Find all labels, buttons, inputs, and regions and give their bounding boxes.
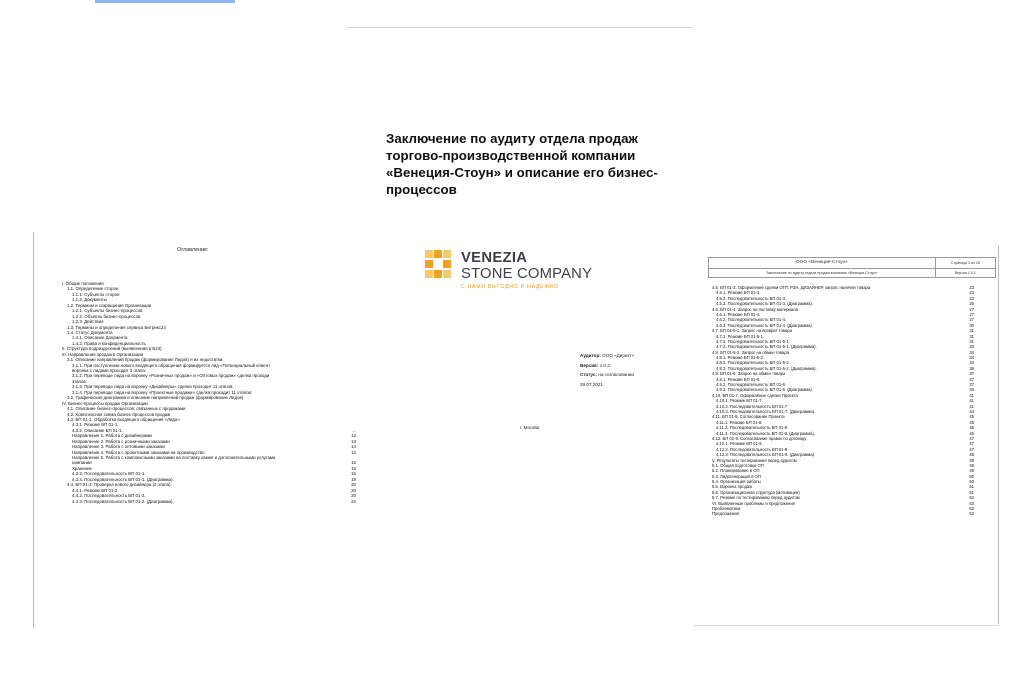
toc-entry-title: 4.4.1. Резюме БП 01-2.: [72, 487, 119, 493]
toc-entry-page: 37: [969, 376, 974, 382]
toc-entry-page: 19: [351, 476, 356, 482]
toc-entry-title: 1.4. Статус Документа: [67, 329, 113, 335]
toc-entry-page: 20: [351, 482, 356, 488]
toc-entry-title: 4.3.4. Последовательность БП 01-1. (Диаграмма).: [72, 476, 174, 482]
title-line: Заключение по аудиту отдела продаж: [386, 131, 638, 146]
page-header-table: [708, 257, 996, 278]
toc-entry-page: 49: [969, 468, 974, 474]
page-edge: [998, 246, 999, 624]
toc-entry-page: 31: [969, 338, 974, 344]
toc-entry-title: 1.4.2. Права и конфиденциальность: [72, 340, 146, 346]
toc-entry-title: 4.3.1. Резюме БП 01-1.: [72, 422, 119, 428]
toc-entry-title: 4.8.2. Последовательность БП 01-5-2: [716, 360, 789, 366]
toc-entry-title: 1.2.3. Действия: [72, 319, 104, 325]
toc-entry-page: 36: [969, 365, 974, 371]
toc-entry-title: 4.11.2. Последовательность БП 01-8: [716, 425, 787, 431]
toc-entry-title: 4.9.1. Резюме БП 01-6.: [716, 376, 761, 382]
toc-entry-page: 41: [969, 403, 974, 409]
toc-entry-title: 3.1.2. При переводе лида на воронку «Розничных продаж» и «Оптовых продаж» сделка проходи: [72, 373, 270, 379]
toc-list: [62, 281, 356, 504]
toc-entry-title: 4.11.1. Резюме БП 01-8.: [716, 419, 763, 425]
toc-entry-title: 4.7.1. Резюме БП 01-5-1.: [716, 333, 765, 339]
toc-entry-page: 15: [351, 465, 356, 471]
city-label: г. Москва: [520, 425, 540, 430]
header-version: Версия 1.0.1: [935, 268, 995, 277]
toc-entry-title: 5.3. Лидогенерация в ОП: [712, 473, 761, 479]
meta-auditor: Аудитор: ООО «Директ»: [580, 353, 635, 358]
toc-entry-page: ...: [352, 427, 356, 433]
toc-entry-page: 50: [969, 473, 974, 479]
toc-entry-page: 33: [969, 344, 974, 350]
toc-list: [712, 285, 974, 517]
toc-entry-page: 30: [969, 322, 974, 328]
toc-entry-page: 27: [969, 311, 974, 317]
toc-entry-page: 34: [969, 355, 974, 361]
toc-entry-title: 4.10.1. Резюме БП 01-7.: [716, 398, 763, 404]
meta-status: Статус: на согласовании: [580, 372, 634, 378]
toc-entry-page: 41: [969, 392, 974, 398]
toc-entry-title: 4.12.2. Последовательность БП 01-9: [716, 446, 788, 452]
logo-name: VENEZIA: [461, 250, 528, 266]
toc-entry-title: Предложения: [712, 511, 739, 517]
toc-entry-title: 4.11. БП 01-8. Согласование Проекта: [712, 414, 785, 420]
header-company: ООО «Венеция-Стоун»: [709, 258, 936, 269]
toc-entry-title: 1.1.1. Субъекты сторон: [72, 291, 120, 297]
toc-entry-title: 3.2. Графическая диаграмма и описание направлений продаж (формирование Лидов): [67, 395, 244, 401]
venezia-logo-icon: [425, 250, 451, 278]
toc-entry-page: 27: [969, 317, 974, 323]
toc-entry-page: 16: [351, 471, 356, 477]
toc-entry-title: 4.6.2. Последовательность БП 01-4.: [716, 317, 787, 323]
cover-page: [425, 250, 655, 460]
toc-entry-page: 20: [351, 493, 356, 499]
toc-entry-page: 22: [351, 498, 356, 504]
title-line: «Венеция-Стоун» и описание его бизнес-: [386, 165, 658, 180]
toc-entry-title: 4.6. БП 01-4. Запрос на поставку материала: [712, 306, 798, 312]
toc-entry-title: 5.4. Организация работы: [712, 479, 761, 485]
toc-entry-title: 4.5.2. Последовательность БП 01-3.: [716, 295, 787, 301]
toc-entry-title: 4.11.3. Последовательность БП 01-8. (Диаграмма).: [716, 430, 815, 436]
toc-entry-page: 31: [969, 328, 974, 334]
toc-entry-title: компании: [72, 460, 92, 466]
toc-entry-title: Направление 5. Работа с комплексными заказами на поставку камня и дополнительными услугами: [72, 455, 276, 460]
toc-entry-page: 45: [969, 425, 974, 431]
toc-entry[interactable]: [712, 511, 974, 516]
header-subtitle: Заключение по аудиту отдела продаж компании «Венеция-Стоун»: [709, 268, 936, 277]
toc-entry-page: 26: [969, 301, 974, 307]
toc-entry-page: 23: [969, 290, 974, 296]
toc-entry-title: Проблематика: [712, 506, 741, 512]
toc-entry-title: 4.6.3. Последовательность БП 01-4. (Диаграмма).: [716, 322, 813, 328]
toc-entry-title: Направление 4. Работа с проектными заказами на производство: [72, 449, 205, 455]
toc-entry-title: IV. Бизнес-процессы продаж Организации: [62, 400, 148, 406]
toc-entry-title: 1.2.1. Субъекты бизнес-процессов: [72, 308, 143, 314]
toc-entry-title: 4.12.3. Последовательность БП 01-9. (Диаграмма).: [716, 452, 816, 458]
toc-entry-page: 31: [969, 333, 974, 339]
title-line: процессов: [386, 182, 457, 197]
toc-entry-page: 52: [969, 495, 974, 501]
toc-page-right: [694, 246, 999, 626]
toc-entry-title: 4.10.3. Последовательность БП 01-7. (Диаграмма).: [716, 408, 816, 414]
logo-slogan: С НАМИ ВЫГОДНО И НАДЕЖНО: [461, 284, 560, 290]
title-line: торгово-производственной компании: [386, 148, 636, 163]
toc-entry-title: 1.3. Термины и определения сервиса Битрикс24: [67, 324, 166, 330]
page-edge: [694, 625, 999, 626]
header-page-number: Страница 3 из 28: [935, 258, 995, 269]
toc-entry-page: 53: [969, 506, 974, 512]
top-link-fragment: [95, 0, 235, 3]
toc-entry-page: 48: [969, 452, 974, 458]
toc-entry-page: 45: [969, 414, 974, 420]
toc-entry-page: 49: [969, 457, 974, 463]
toc-entry-title: 4.5. БП 01-3. Оформление сделки ОПТ, РЗН, ДИЗАЙНЕР, запрос наличия товара: [712, 285, 871, 290]
toc-entry-title: 4.12.1. Резюме БП 01-9.: [716, 441, 763, 447]
logo-subtitle: STONE COMPANY: [461, 266, 593, 282]
toc-entry-title: VI. Выявленные проблемы и предложения: [712, 500, 795, 506]
toc-entry-title: II. Структура подразделений (выявленная в Б24): [62, 346, 162, 352]
toc-entry-title: 3.1.3. При переводе лида на воронку «Дизайнеры» сделка проходит 11 этапов:: [72, 384, 234, 390]
toc-entry-page: 14: [351, 449, 356, 455]
toc-entry-title: 4.5.3. Последовательность БП 01-3. (Диаграмма).: [716, 301, 813, 307]
toc-entry-title: 3.1.4. При переводе лида на воронку «Проектные продажи» сделка проходит 11 этапов:: [72, 389, 253, 395]
toc-entry-page: 13: [351, 438, 356, 444]
toc-entry-title: 4.9.2. Последовательность БП 01-6: [716, 382, 785, 388]
toc-entry-page: 34: [969, 349, 974, 355]
toc-entry-title: этапов:: [72, 378, 87, 384]
toc-entry-page: 14: [351, 444, 356, 450]
toc-entry-title: 3.1.1. При поступлении нового входящего обращения формируется лид «Потенциальный клиент: [72, 362, 271, 368]
toc-entry-page: 23: [969, 295, 974, 301]
toc-entry-page: 49: [969, 462, 974, 468]
toc-entry-page: 37: [969, 382, 974, 388]
toc-entry-title: 4.8. БП 01-5-2. Запрос на обмен товара: [712, 349, 790, 355]
toc-entry-title: 1.1. Определение сторон: [67, 286, 119, 292]
toc-entry-page: 44: [969, 408, 974, 414]
toc-entry-title: 4.2. Комплексная схема бизнес-процессов продаж: [67, 411, 171, 417]
toc-entry-title: 4.10.2. Последовательность БП 01-7: [716, 403, 788, 409]
toc-entry-title: 4.4. БП 01-2. Проверка нового дизайнера (2 этапа): [67, 482, 171, 488]
toc-entry-title: 3.1. Описание направлений продаж (формирование Лидов) и их недостатки.: [67, 357, 224, 363]
toc-entry-title: 4.4.3. Последовательность БП 01-2. (Диаграмма).: [72, 498, 174, 504]
toc-entry-title: 4.1. Описание бизнес-процессов, связанных с продажами: [67, 406, 186, 412]
document-title: [386, 130, 676, 198]
toc-entry-page: 53: [969, 500, 974, 506]
toc-entry-title: 4.8.3. Последовательность БП 01-5-2. (Диаграмма).: [716, 365, 817, 371]
toc-entry-title: 1.4.1. Описание Документа: [72, 335, 128, 341]
toc-entry-page: 20: [351, 487, 356, 493]
toc-entry-title: 4.3.3. Последовательность БП 01-1.: [72, 471, 146, 477]
toc-entry-page: 41: [969, 398, 974, 404]
toc-entry-title: V. Результаты тестирования перед аудитом: [712, 457, 797, 463]
toc-entry-title: 5.5. Воронка продаж: [712, 484, 753, 490]
toc-entry-title: I. Общие положения: [62, 281, 104, 286]
toc-entry-title: 4.12. БП 01-9. Согласование правок по договору: [712, 435, 807, 441]
toc-entry-title: 4.8.1. Резюме БП 01-5-2.: [716, 355, 765, 361]
toc-entry-title: 5.7. Резюме по тестированию перед аудитом: [712, 495, 800, 501]
toc-entry-title: 5.2. Планирование в ОП: [712, 468, 760, 474]
toc-entry-title: Направление 3. Работа с оптовыми заказами: [72, 444, 165, 450]
toc-entry-page: 47: [969, 435, 974, 441]
toc-entry-title: 4.10. БП 01-7. Оформление сделки Проекта: [712, 392, 798, 398]
toc-entry-page: 47: [969, 441, 974, 447]
toc-entry-page: 50: [969, 479, 974, 485]
meta-date: 29.07.2021: [580, 381, 603, 387]
toc-entry-title: Направление 1. Работа с дизайнерами: [72, 433, 152, 439]
toc-entry-page: 37: [969, 371, 974, 377]
toc-entry-page: 51: [969, 489, 974, 495]
toc-entry-title: 4.4.2. Последовательность БП 01-2.: [72, 493, 146, 499]
toc-entry-page: 13: [351, 433, 356, 439]
document-meta: [580, 351, 634, 389]
toc-entry-page: 23: [969, 285, 974, 290]
toc-entry-title: 1.1.2. Документы: [72, 297, 107, 303]
toc-entry-page: 53: [969, 511, 974, 517]
meta-version: Версия: 1.0.2.: [580, 362, 612, 368]
toc-entry-title: 4.5.1. Резюме БП 01-3.: [716, 290, 761, 296]
toc-entry-title: 4.6.1. Резюме БП 01-4.: [716, 311, 761, 317]
toc-entry-page: 45: [969, 419, 974, 425]
toc-entry-page: 34: [969, 360, 974, 366]
toc-entry-page: 40: [969, 387, 974, 393]
toc-entry-page: 46: [969, 430, 974, 436]
toc-entry-title: III. Направления продаж в Организации: [62, 351, 144, 357]
toc-entry-title: воронка с лидами проходит 3 этапа:: [72, 368, 147, 373]
toc-entry-page: 47: [969, 446, 974, 452]
toc-entry-title: 5.6. Организационная структура (мотивация): [712, 489, 800, 495]
separator-line: [346, 27, 692, 28]
toc-entry-title: 4.9. БП 01-6. Запрос на обмен товара: [712, 371, 786, 377]
toc-entry-page: 27: [969, 306, 974, 312]
toc-entry-page: 51: [969, 484, 974, 490]
toc-entry-title: 4.7.2. Последовательность БП 01-5-1: [716, 338, 789, 344]
toc-entry-page: 15: [351, 460, 356, 466]
toc-heading: Оглавление:: [177, 247, 209, 253]
toc-entry-title: 4.7. БП 01-5-1. Запрос на возврат товара: [712, 328, 792, 334]
toc-entry-title: 4.3.2. Описание БП 01-1.: [72, 427, 123, 433]
toc-page-left: [33, 232, 356, 630]
toc-entry-title: Хранение: [72, 465, 92, 471]
page-edge: [33, 232, 34, 628]
toc-entry-title: 4.3. БП 01-1. Обработка входящего обращения «Лида»: [67, 416, 180, 422]
toc-entry-title: 4.7.3. Последовательность БП 01-5-1. (Диаграмма).: [716, 344, 817, 350]
toc-entry-title: 1.2. Термины и сокращения Организации: [67, 302, 152, 308]
toc-entry-title: Направление 2. Работа с розничными заказами: [72, 438, 170, 444]
toc-entry-title: 5.1. Общая подготовка ОП: [712, 462, 764, 468]
toc-entry[interactable]: [62, 499, 356, 504]
toc-entry-title: 4.9.3. Последовательность БП 01-6. (Диаграмма).: [716, 387, 813, 393]
toc-entry-title: 1.2.2. Объекты бизнес-процессов: [72, 313, 141, 319]
